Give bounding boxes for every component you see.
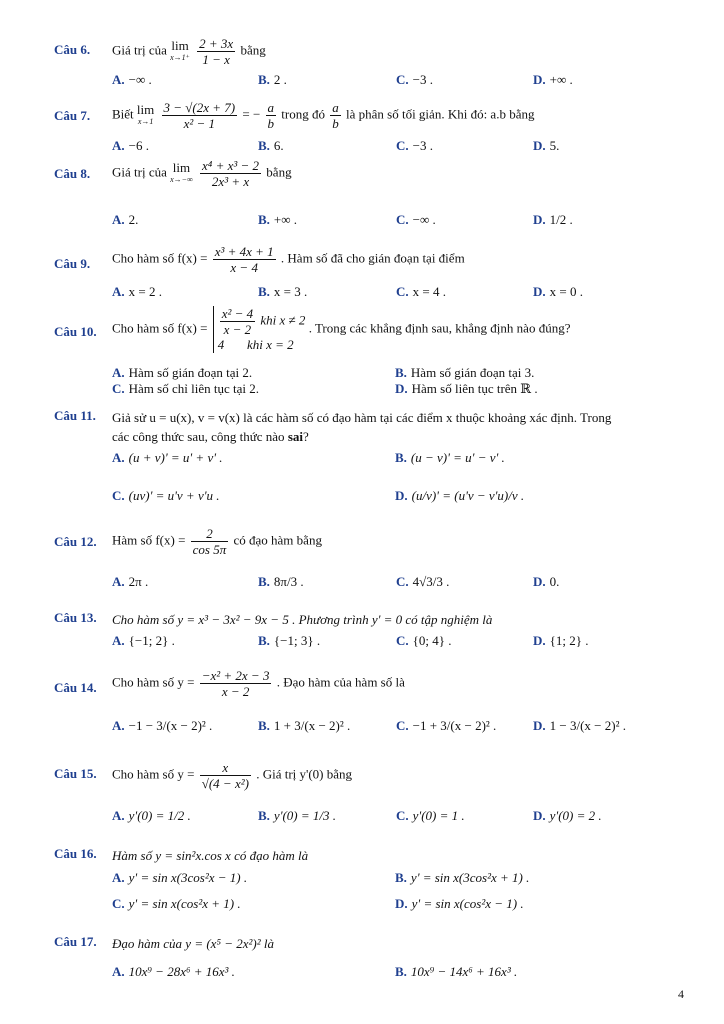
question-number: Câu 7. (54, 108, 91, 123)
question-stem: Đạo hàm của y = (x⁵ − 2x²)² là (112, 936, 274, 951)
numerator: x⁴ + x³ − 2 (202, 158, 260, 173)
option-b[interactable]: B. 8π/3 . (258, 574, 304, 589)
option-d[interactable]: D. 1/2 . (533, 212, 573, 227)
option-b[interactable]: B. (u − v)' = u' − v' . (395, 450, 505, 465)
stem-text: Giả sử u = u(x), v = v(x) là các hàm số có đạo hàm tại các điểm x thuộc khoảng xác định. Trong (112, 410, 612, 425)
denominator: √(4 − x²) (201, 776, 249, 791)
stem-text: bằng (266, 164, 292, 180)
option-c[interactable]: C. x = 4 . (396, 284, 446, 299)
stem-text: bằng (240, 42, 266, 58)
option-c[interactable]: C. −∞ . (396, 212, 436, 227)
equals-sign: = − (242, 106, 261, 122)
option-c[interactable]: C. −3 . (396, 72, 433, 87)
options-row (112, 450, 682, 470)
option-d[interactable]: D. x = 0 . (533, 284, 583, 299)
fraction (213, 244, 276, 275)
denominator: x² − 1 (183, 116, 216, 131)
question-stem: Cho hàm số y = x³ − 3x² − 9x − 5 . Phương trình y' = 0 có tập nghiệm là (112, 612, 493, 627)
options-row (112, 381, 682, 401)
question-stem (112, 158, 682, 189)
option-a[interactable]: A. 2. (112, 212, 139, 227)
question-number: Câu 17. (54, 934, 97, 949)
option-b[interactable]: B. 1 + 3/(x − 2)² . (258, 718, 351, 733)
option-b[interactable]: B. 2 . (258, 72, 287, 87)
question-number: Câu 15. (54, 766, 97, 781)
numerator: 2 (191, 526, 229, 542)
option-d[interactable]: D. 1 − 3/(x − 2)² . (533, 718, 626, 733)
options-row (112, 964, 682, 984)
stem-text: có đạo hàm bằng (233, 532, 322, 548)
option-a[interactable]: A. −6 . (112, 138, 149, 153)
option-a[interactable]: A. 10x⁹ − 28x⁶ + 16x³ . (112, 964, 235, 979)
options-row (112, 718, 682, 738)
fraction-a-b: $\frac{a}{b}$ (332, 100, 339, 131)
option-d[interactable]: D. 0. (533, 574, 560, 589)
option-a[interactable]: A. x = 2 . (112, 284, 162, 299)
option-b[interactable]: B. 6. (258, 138, 284, 153)
fraction (191, 526, 229, 557)
option-d[interactable]: D. +∞ . (533, 72, 573, 87)
limit-operator: lim x→1⁺ (170, 37, 190, 62)
option-a[interactable]: A. y' = sin x(3cos²x − 1) . (112, 870, 248, 885)
fraction (197, 36, 235, 67)
limit-operator: lim x→−∞ (170, 159, 193, 184)
option-b[interactable]: B. y' = sin x(3cos²x + 1) . (395, 870, 530, 885)
question-stem (112, 306, 682, 353)
option-d[interactable]: D. y'(0) = 2 . (533, 808, 602, 823)
piecewise-definition: $\frac{\text{x² − 4}}{x - 2}$ khi x ≠ 2 4 khi x = 2 (213, 306, 306, 353)
stem-text: . Hàm số đã cho gián đoạn tại điểm (280, 250, 465, 266)
question-number: Câu 12. (54, 534, 97, 549)
option-a[interactable]: A. (u + v)' = u' + v' . (112, 450, 223, 465)
question-stem (112, 668, 682, 699)
stem-text: . Giá trị y'(0) bằng (256, 766, 353, 782)
stem-text: Giá trị của (112, 164, 167, 180)
page-number: 4 (678, 987, 684, 1001)
stem-text: Cho hàm số f(x) = (112, 320, 208, 336)
option-d[interactable]: D. y' = sin x(cos²x − 1) . (395, 896, 524, 911)
denominator: cos 5π (192, 542, 227, 557)
stem-text: trong đó (281, 106, 325, 122)
option-b[interactable]: B. +∞ . (258, 212, 298, 227)
options-row (112, 138, 682, 158)
options-row (112, 212, 682, 232)
option-a[interactable]: A. −∞ . (112, 72, 152, 87)
denominator: x − 2 (221, 684, 250, 699)
option-c[interactable]: C. {0; 4} . (396, 633, 452, 648)
option-b[interactable]: B. {−1; 3} . (258, 633, 321, 648)
stem-line: các công thức sau, công thức nào sai? (112, 429, 309, 444)
limit-subscript: x→1 (137, 116, 154, 126)
option-b[interactable]: B. x = 3 . (258, 284, 308, 299)
fraction (200, 158, 261, 189)
question-number: Câu 10. (54, 324, 97, 339)
limit-subscript: x→−∞ (170, 174, 193, 184)
stem-text: Giá trị của (112, 42, 167, 58)
fraction (162, 100, 238, 131)
options-row (112, 633, 682, 653)
fraction: $\frac{\text{x² − 4}}{x - 2}$ (221, 306, 254, 337)
option-d[interactable]: D. Hàm số liên tục trên ℝ . (395, 381, 538, 396)
question-number: Câu 9. (54, 256, 91, 271)
option-c[interactable]: C. y'(0) = 1 . (396, 808, 465, 823)
option-c[interactable]: C. −3 . (396, 138, 433, 153)
option-a[interactable]: A. y'(0) = 1/2 . (112, 808, 191, 823)
numerator: 3 − √(2x + 7) (163, 100, 236, 115)
stem-text: Cho hàm số y = (112, 674, 195, 690)
option-c[interactable]: C. 4√3/3 . (396, 574, 450, 589)
question-stem (112, 244, 682, 275)
options-row (112, 72, 682, 92)
option-a[interactable]: A. {−1; 2} . (112, 633, 175, 648)
options-row (112, 870, 682, 890)
stem-text: . Đạo hàm của hàm số là (276, 674, 405, 690)
option-a[interactable]: A. Hàm số gián đoạn tại 2. (112, 365, 253, 380)
numerator: −x² + 2x − 3 (201, 668, 270, 683)
option-d[interactable]: D. 5. (533, 138, 560, 153)
stem-text: Hàm số f(x) = (112, 532, 186, 548)
question-number: Câu 6. (54, 42, 91, 57)
option-d[interactable]: D. (u/v)' = (u'v − v'u)/v . (395, 488, 525, 503)
fraction (200, 760, 251, 791)
question-stem (112, 36, 682, 67)
option-d[interactable]: D. {1; 2} . (533, 633, 589, 648)
question-stem (112, 760, 682, 791)
option-c[interactable]: C. Hàm số chỉ liên tục tại 2. (112, 381, 259, 396)
limit-subscript: x→1⁺ (170, 52, 190, 62)
option-c[interactable]: C. −1 + 3/(x − 2)² . (396, 718, 497, 733)
question-stem (112, 408, 682, 446)
option-b[interactable]: B. 10x⁹ − 14x⁶ + 16x³ . (395, 964, 518, 979)
option-b[interactable]: B. y'(0) = 1/3 . (258, 808, 337, 823)
limit-operator: lim x→1 (136, 101, 155, 126)
option-c[interactable]: C. y' = sin x(cos²x + 1) . (112, 896, 241, 911)
option-a[interactable]: A. −1 − 3/(x − 2)² . (112, 718, 213, 733)
question-number: Câu 13. (54, 610, 97, 625)
question-stem: Hàm số y = sin²x.cos x có đạo hàm là (112, 848, 309, 863)
question-number: Câu 14. (54, 680, 97, 695)
numerator: x³ + 4x + 1 (214, 244, 274, 259)
options-row (112, 488, 682, 508)
numerator: x (200, 760, 251, 776)
stem-text: Cho hàm số y = (112, 766, 195, 782)
fraction-a-b: $\frac{a}{b}$ (267, 100, 275, 131)
stem-text: là phân số tối giản. Khi đó: a.b bằng (346, 106, 535, 122)
stem-text: Cho hàm số f(x) = (112, 250, 208, 266)
numerator: 2 + 3x (199, 36, 234, 51)
fraction (200, 668, 272, 699)
question-stem (112, 100, 682, 131)
options-row (112, 896, 682, 916)
denominator: 2x³ + x (211, 174, 250, 189)
option-c[interactable]: C. (uv)' = u'v + v'u . (112, 488, 220, 503)
question-number: Câu 16. (54, 846, 97, 861)
question-number: Câu 11. (54, 408, 96, 423)
denominator: x − 4 (230, 260, 258, 275)
option-b[interactable]: B. Hàm số gián đoạn tại 3. (395, 365, 535, 380)
question-stem (112, 526, 682, 557)
options-row (112, 808, 682, 828)
stem-text: . Trong các khẳng định sau, khẳng định nào đúng? (308, 320, 571, 336)
option-a[interactable]: A. 2π . (112, 574, 149, 589)
options-row (112, 574, 682, 594)
options-row (112, 284, 682, 304)
emphasis: sai (287, 429, 303, 444)
denominator: 1 − x (202, 52, 230, 67)
stem-text: Biết (112, 106, 134, 122)
question-number: Câu 8. (54, 166, 91, 181)
